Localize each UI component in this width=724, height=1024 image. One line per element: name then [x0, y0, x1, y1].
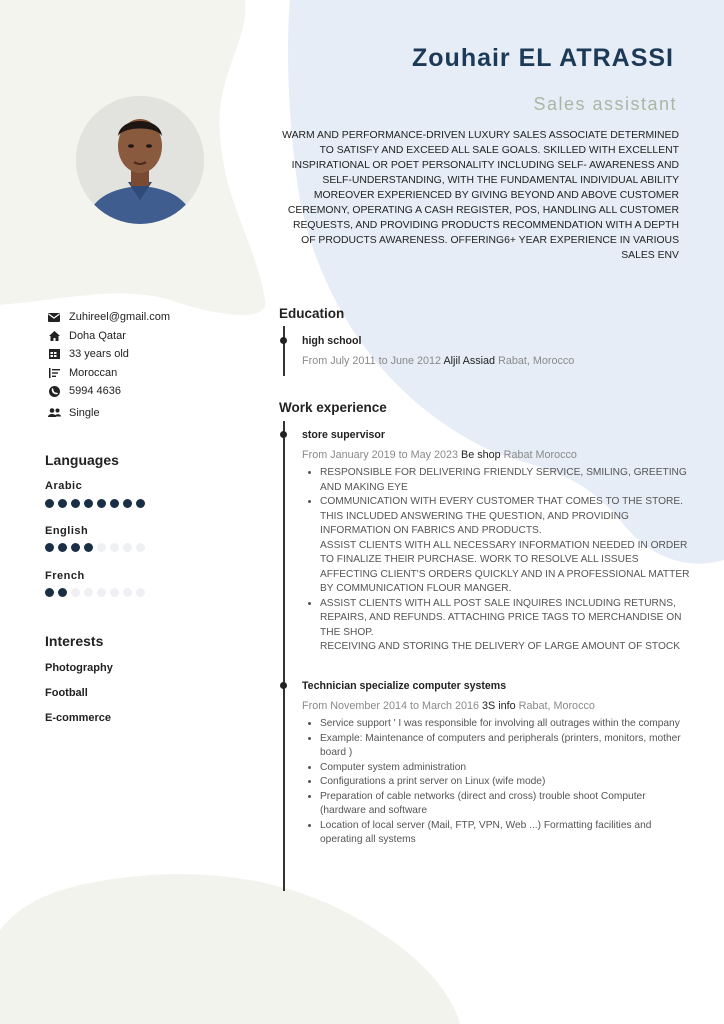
contact-phone[interactable]: [47, 382, 170, 401]
job-place: Rabat, Morocco: [518, 700, 595, 712]
job-title: store supervisor: [302, 429, 386, 441]
job-bullet: • ASSIST CLIENTS WITH ALL POST SALE INQUIRES INCLUDING RETURNS, REPAIRS, AND REFUNDS. ATTACHING PRICE TAGS TO MERCHANDISE ON THE SHOP.: [320, 597, 692, 641]
education-title: high school: [302, 335, 362, 347]
job-bullets: [302, 717, 692, 848]
job-place: Rabat Morocco: [503, 449, 577, 461]
language-english: English: [45, 525, 89, 537]
contact-email[interactable]: [47, 308, 170, 327]
envelope-icon: [47, 312, 61, 322]
interest-item: Football: [45, 687, 88, 699]
job-bullet: • Example: Maintenance of computers and peripherals (printers, monitors, mother board ): [320, 732, 692, 761]
job-bullet: RECEIVING AND STORING THE DELIVERY OF LARGE AMOUNT OF STOCK: [320, 641, 681, 652]
job-bullet: • Location of local server (Mail, FTP, VPN, Web ...) Formatting facilities and operating all systems: [320, 819, 692, 848]
skill-dot-filled: [58, 499, 67, 508]
skill-dot-filled: [58, 543, 67, 552]
timeline-dot: [280, 682, 287, 689]
job-bullet: • COMMUNICATION WITH EVERY CUSTOMER THAT COMES TO THE STORE. THIS INCLUDED ANSWERING THE QUESTION, AND PROVIDING INFORMATION ON FABRICS AND PRODUCTS.: [320, 495, 692, 539]
contact-status: [47, 404, 170, 423]
education-heading: Education: [279, 306, 345, 321]
job-bullet: • RESPONSIBLE FOR DELIVERING FRIENDLY SERVICE, SMILING, GREETING AND MAKING EYE: [320, 466, 692, 495]
work-timeline: [283, 421, 285, 891]
skill-dot-filled: [71, 543, 80, 552]
calendar-icon: [47, 349, 61, 359]
contact-age: [47, 345, 170, 364]
skill-dot-filled: [123, 499, 132, 508]
skill-dot-filled: [58, 588, 67, 597]
skill-dot-empty: [123, 543, 132, 552]
bottom-left-blob: [0, 874, 460, 1024]
contact-list: [47, 308, 170, 422]
skill-dot-filled: [97, 499, 106, 508]
skill-dot-filled: [136, 499, 145, 508]
skill-dot-filled: [84, 543, 93, 552]
job-bullet: • Configurations a print server on Linux (wife mode): [320, 775, 692, 790]
timeline-dot: [280, 431, 287, 438]
age-text: 33 years old: [69, 348, 129, 361]
language-level-arabic: [45, 499, 145, 508]
job-bullet: • Preparation of cable networks (direct and cross) trouble shoot Computer (hardware and software: [320, 790, 692, 819]
interest-item: E-commerce: [45, 712, 112, 724]
skill-dot-empty: [110, 543, 119, 552]
job-company: 3S info: [482, 700, 516, 712]
users-icon: [47, 408, 61, 418]
home-icon: [47, 331, 61, 341]
job-dates: From November 2014 to March 2016: [302, 700, 480, 712]
education-place: Rabat, Morocco: [498, 355, 575, 367]
nationality-text: Moroccan: [69, 366, 118, 379]
skill-dot-empty: [136, 588, 145, 597]
education-meta: [302, 355, 574, 367]
flag-icon: [47, 368, 61, 378]
phone-text: 5994 4636: [69, 385, 121, 398]
phone-icon: [47, 386, 61, 396]
job-bullet: ASSIST CLIENTS WITH ALL NECESSARY INFORMATION NEEDED IN ORDER TO FINALIZE THEIR PURCHASE. WORK TO RESOLVE ALL ISSUES AFFECTING CLIENT'S ORDERS QUICKLY AND IN A PROFESSIONAL MATTER BY COMMUNICATION FLOUR MANGER.: [320, 539, 690, 594]
skill-dot-filled: [45, 588, 54, 597]
work-heading: Work experience: [279, 400, 387, 415]
candidate-name: Zouhair EL ATRASSI: [412, 44, 674, 72]
job-meta: [302, 449, 577, 461]
profile-photo: [76, 96, 204, 224]
skill-dot-empty: [97, 543, 106, 552]
job-title: Technician specialize computer systems: [302, 680, 507, 692]
job-bullet: • Computer system administration: [320, 761, 692, 776]
language-french: French: [45, 570, 85, 582]
job-company: Be shop: [461, 449, 501, 461]
skill-dot-empty: [71, 588, 80, 597]
language-level-french: [45, 588, 145, 597]
timeline-dot: [280, 337, 287, 344]
skill-dot-filled: [45, 543, 54, 552]
status-text: Single: [69, 406, 100, 419]
interest-item: Photography: [45, 662, 113, 674]
education-timeline: [283, 326, 285, 376]
job-bullet: • Service support ' I was responsible for involving all outrages within the company: [320, 717, 692, 732]
job-meta: [302, 700, 595, 712]
skill-dot-filled: [110, 499, 119, 508]
skill-dot-empty: [136, 543, 145, 552]
job-bullets: [302, 466, 692, 655]
language-level-english: [45, 543, 145, 552]
education-dates: From July 2011 to June 2012: [302, 355, 442, 367]
interests-heading: Interests: [45, 633, 104, 649]
skill-dot-empty: [123, 588, 132, 597]
language-arabic: Arabic: [45, 480, 83, 492]
skill-dot-empty: [110, 588, 119, 597]
contact-nationality: [47, 364, 170, 383]
skill-dot-empty: [97, 588, 106, 597]
job-dates: From January 2019 to May 2023: [302, 449, 459, 461]
skill-dot-filled: [45, 499, 54, 508]
profile-summary: WARM AND PERFORMANCE-DRIVEN LUXURY SALES ASSOCIATE DETERMINED TO SATISFY AND EXCEED ALL SALE GOALS. SKILLED WITH EXCELLENT INSPIRATIONAL OR POET PERSONALITY INCLUDING SELF- AWARENESS AND SELF-UNDERSTANDING, WITH THE FUNDAMENTAL INDIVIDUAL ABILITY MOREOVER EXPERIENCED BY GIVING BEYOND AND ABOVE CUSTOMER CEREMONY, OPERATING A CASH REGISTER, POS, HANDLING ALL CUSTOMER REQUESTS, AND PROVIDING PRODUCTS RECOMMENDATION WITH A DEPTH OF PRODUCTS AWARENESS. OFFERING6+ YEAR EXPERIENCE IN VARIOUS SALES ENV: [282, 130, 679, 261]
location-text: Doha Qatar: [69, 329, 126, 342]
skill-dot-empty: [84, 588, 93, 597]
contact-location: [47, 327, 170, 346]
languages-heading: Languages: [45, 452, 119, 468]
job-role: Sales assistant: [533, 94, 677, 114]
education-school: Aljil Assiad: [443, 355, 496, 367]
email-text: Zuhireel@gmail.com: [69, 311, 171, 324]
skill-dot-filled: [84, 499, 93, 508]
skill-dot-filled: [71, 499, 80, 508]
